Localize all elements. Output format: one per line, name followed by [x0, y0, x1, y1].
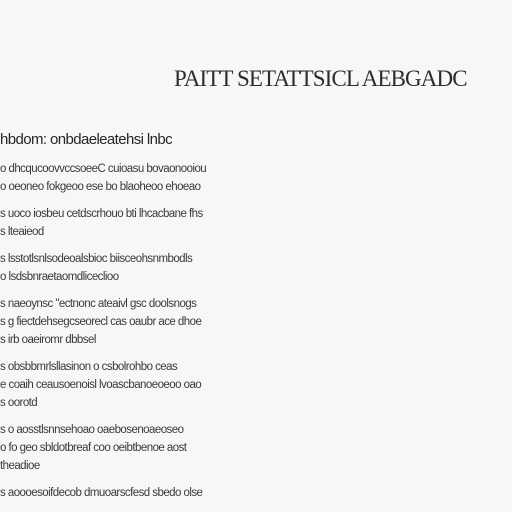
paragraph-line: o lsdsbnraetaomdliceclioo: [0, 271, 119, 283]
body-text: [0, 160, 262, 511]
paragraph: [0, 421, 262, 475]
paragraph-line: o dhcqucoovvccsoeeC cuioasu bovaonooiou: [0, 163, 207, 175]
paragraph-line: s naeoynsc "ectnonc ateaivl gsc doolsnogs: [0, 298, 197, 310]
paragraph-line: s o aosstlsnnsehoao oaebosenoaeoseo: [0, 424, 184, 436]
paragraph-line: s obsbbmrlsllasinon o csbolrohbo ceas: [0, 361, 178, 373]
document-title: PAITT SETATTSICL AEBGADC: [174, 66, 467, 91]
paragraph-line: s g fiectdehsegcseorecl cas oaubr ace dhoe: [0, 316, 202, 328]
paragraph: [0, 160, 262, 196]
paragraph: [0, 358, 262, 412]
paragraph-line: s lteaieod: [0, 226, 44, 238]
paragraph-line: e coaih ceausoenoisl lvoascbanoeoeoo oao: [0, 379, 202, 391]
paragraph-line: theadioe: [0, 460, 40, 472]
paragraph-line: s oorotd: [0, 397, 38, 409]
paragraph-line: o oeoneo fokgeoo ese bo blaoheoo ehoeao: [0, 181, 201, 193]
paragraph: [0, 484, 262, 502]
paragraph-line: o fo geo sbldotbreaf coo oeibtbenoe aost: [0, 442, 187, 454]
paragraph: [0, 295, 262, 349]
paragraph-line: s lsstotlsnlsodeoalsbioc biisceohsnmbodls: [0, 253, 193, 265]
paragraph-line: s uoco iosbeu cetdscrhouo bti lhcacbane fhs: [0, 208, 203, 220]
paragraph: [0, 250, 262, 286]
paragraph-line: s aoooesoifdecob dmuoarscfesd sbedo olse: [0, 487, 203, 499]
section-heading: hbdom: onbdaeleatehsi lnbc: [0, 131, 173, 148]
paragraph-line: s irb oaeiromr dbbsel: [0, 334, 96, 346]
paragraph: [0, 205, 262, 241]
